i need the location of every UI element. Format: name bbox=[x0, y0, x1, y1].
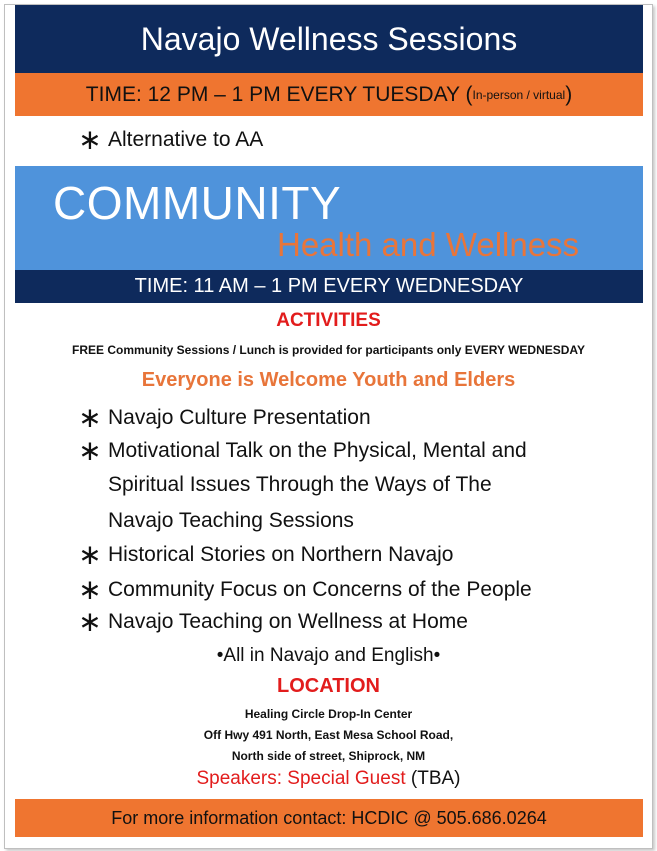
list-item-text: Motivational Talk on the Physical, Mental and bbox=[108, 439, 527, 462]
star-bullet-icon: ∗ bbox=[78, 606, 102, 637]
community-subtitle: Health and Wellness bbox=[277, 226, 580, 263]
star-bullet-icon: ∗ bbox=[78, 539, 102, 570]
note-row bbox=[78, 126, 263, 154]
speakers-label: Speakers: Special Guest bbox=[196, 768, 406, 789]
list-item-text: Community Focus on Concerns of the People bbox=[108, 578, 532, 601]
list-item-text: Historical Stories on Northern Navajo bbox=[108, 543, 454, 566]
location-heading: LOCATION bbox=[277, 675, 380, 697]
activities-heading: ACTIVITIES bbox=[276, 310, 381, 331]
speakers-line bbox=[0, 768, 657, 790]
list-item bbox=[78, 404, 371, 432]
list-item bbox=[78, 437, 527, 465]
speakers-value: (TBA) bbox=[405, 768, 461, 789]
free-sessions-line: FREE Community Sessions / Lunch is provided for participants only EVERY WEDNESDAY bbox=[72, 343, 585, 357]
list-item-continuation: Navajo Teaching Sessions bbox=[108, 509, 354, 532]
address-line: North side of street, Shiprock, NM bbox=[231, 749, 426, 763]
welcome-line: Everyone is Welcome Youth and Elders bbox=[141, 369, 516, 391]
contact-text: For more information contact: HCDIC @ 505.686.0264 bbox=[111, 807, 547, 828]
list-item bbox=[78, 541, 453, 569]
session-mode: In-person / virtual bbox=[472, 87, 566, 102]
list-item bbox=[78, 608, 468, 636]
community-title: COMMUNITY bbox=[53, 177, 342, 229]
tuesday-time-banner bbox=[15, 73, 643, 116]
list-item-text: Navajo Teaching on Wellness at Home bbox=[108, 610, 468, 633]
language-line: •All in Navajo and English• bbox=[216, 645, 441, 666]
title-banner bbox=[15, 5, 643, 73]
wednesday-time-banner bbox=[15, 270, 643, 303]
close-paren: ) bbox=[565, 82, 573, 106]
star-bullet-icon: ∗ bbox=[78, 574, 102, 605]
list-item-continuation: Spiritual Issues Through the Ways of The bbox=[108, 473, 492, 496]
address-line: Off Hwy 491 North, East Mesa School Road, bbox=[203, 728, 454, 742]
star-bullet-icon: ∗ bbox=[78, 124, 102, 155]
tuesday-time-text: TIME: 12 PM – 1 PM EVERY TUESDAY ( bbox=[85, 82, 473, 106]
list-item-text: Navajo Culture Presentation bbox=[108, 406, 371, 429]
note-text: Alternative to AA bbox=[108, 128, 264, 151]
list-item bbox=[78, 576, 532, 604]
star-bullet-icon: ∗ bbox=[78, 435, 102, 466]
flyer-title: Navajo Wellness Sessions bbox=[140, 20, 518, 57]
star-bullet-icon: ∗ bbox=[78, 402, 102, 433]
wednesday-time-text: TIME: 11 AM – 1 PM EVERY WEDNESDAY bbox=[134, 275, 524, 297]
address-line: Healing Circle Drop-In Center bbox=[244, 707, 413, 721]
contact-banner bbox=[15, 799, 643, 837]
